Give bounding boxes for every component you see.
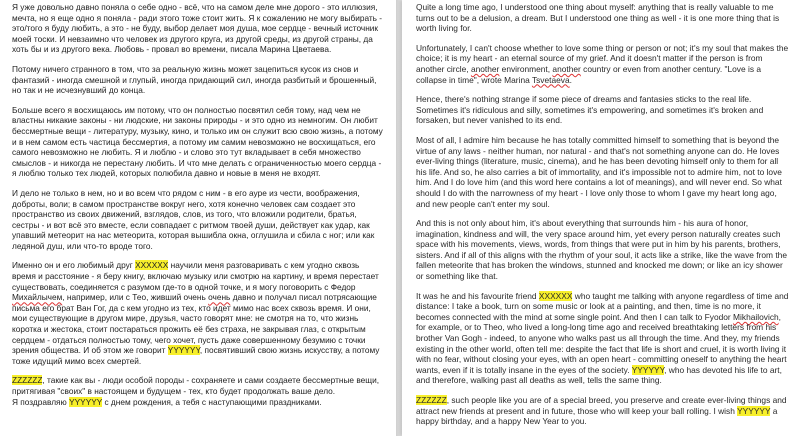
paragraph: Я уже довольно давно поняла о себе одно - всё, что на самом деле мне дорого - это иллюзия, мечта, но я еще одно я поняла - ради этого тоже стоит жить. Я к сожалению не могу выбирать - это/того я буду любить, а это - не буду, выбор делает моя душа, мое сердце - вечный источник моей тоски. И невзаимно что человек из другого круга, из другой среды, из другой страны, да хоть бы и из другого века. Любовь - провал во времени, писала Марина Цветаева.	[12, 2, 383, 55]
text-run: , например, или с Тео, живший очень	[62, 292, 209, 303]
text-run: , who has devoted his life to art, and therefore, walking past all deaths as well, tells the same thing.	[416, 364, 782, 386]
text-run: , такие как вы - люди особой породы - сохраняете и сами создаете бессмертные вещи, притягивая "своих" в настоящем и будущем - тех, кто будет продолжать ваше дело.	[12, 375, 380, 396]
highlighted-name: YYYYYY	[69, 396, 103, 407]
paragraph: Больше всего я восхищаюсь им потому, что он полностью посвятил себя тому, над чем не властны никакие законы - ни людские, ни законы природы - и это одно из немногим. Он любит бессмертные вещи - литературу, музыку, кино, и только им он служит всю свою жизнь, а потому и в нем самом есть частица бессмертия, а потому им самим невозможно не восхищаться, его самого невозможно не любить. Я и люблю - и слово это тут вкладывает в себя множество смыслов - и никогда не перестану любить. И что мне делать с ограниченностью моего сердца - я люблю только тех людей, которых полюбила давно и новые в меня не входят.	[12, 104, 383, 179]
highlighted-name: YYYYYY	[167, 345, 200, 356]
paragraph: Hence, there's nothing strange if some piece of dreams and fantasies sticks to the real life. Sometimes it's ridiculous and silly, sometimes it's empowering, and sometimes it's broken and forsaken, but never vanished to its end.	[416, 94, 764, 126]
highlighted-name: ZZZZZZ	[416, 395, 447, 405]
paragraph: And this is not only about him, it's about everything that surrounds him - his aura of honor, imagination, kindness and will, the very space around him, yet every person naturally creates such space with his movements, views, words, from things that were put in him by his parents, brothers, sisters. And if all of this aligns with the rhythm of your soul, it acts like a strike, like the wave from the fallen meteorite that has broken the windows, stunned and knocked me down; or like an icy shower or something like that.	[416, 218, 787, 282]
paragraph: Most of all, I admire him because he has totally committed himself to something that is beyond the virtue of any laws - neither human, nor natural - and that's not something anyone can do. He loves ever-living things (literature, music, cinema), and he has been devoting himself only to them for all his life. And so, he also carries a bit of immortality, and it's impossible not to admire him, not to love him. And I do love him (and this word here contains a lot of meanings), and will never end. So what should I do with the narrowness of my heart - I love only those to whom I gave my heart long ago, and new people can't enter my soul.	[416, 134, 782, 209]
misspelled-word: Михайлычем	[12, 292, 63, 303]
text-run: environment,	[499, 63, 553, 74]
text-run: country or even from another century. "Love is a collapse in time", wrote Marina	[416, 63, 762, 85]
text-run: научили меня разговаривать с кем угодно сквозь время и расстояние - я беру книгу, включаю музыку или смотрю на картину, и время перестает существовать, соединяется с разумом где-то в одной точке, и я могу поговорить с Федор	[12, 260, 379, 292]
paragraph: И дело не только в нем, но и во всем что рядом с ним - в его ауре из чести, воображения, доброты, воли; в самом пространстве вокруг него, хотя конечно человек сам создает это пространство из своих движений, взглядов, слов, из того, что вложили родители, братья, сестры - и вот всё это вместе, если совпадает с ритмом твоей души, действует как удар, как упавший метеорит на нас метеорита, которая вышибла окна, оглушила и сбила с ног; или как ледяной душ, или что-то вроде того.	[12, 187, 375, 251]
highlighted-name: ZZZZZZ	[12, 375, 43, 386]
text-run: a happy birthday, and a happy New Year to you.	[416, 405, 778, 427]
paragraph: Потому ничего странного в том, что за реальную жизнь может зацепиться кусок из снов и фантазий - иногда смешной и глупый, иногда придающий сил, иногда разбитый и брошенный, но так и не исчезнувший до конца.	[12, 63, 377, 96]
paragraph: Quite a long time ago, I understood one thing about myself: anything that is really valuable to me turns out to be a delusion, a dream. But I understood one thing as well - it is one more thing that is worth living for.	[416, 2, 780, 34]
misspelled-word: очень	[208, 292, 231, 303]
highlighted-name: YYYYYY	[737, 405, 771, 416]
text-run: Я поздравляю	[12, 396, 70, 407]
text-run: , for example, or to Theo, who lived a long-long time ago and received breathtaking letters from his brother Van Gogh - indeed, to anyone who walks past us all through the time. And they, my friends existing in the other world, often tell me: despite the fact that life is short and cruel, it is worth living it with no fear, without closing your eyes, with an open heart - committing oneself to anything the heart wants, even if it is totally insane in the eyes of the society.	[416, 311, 787, 375]
misspelled-word: Tsvetaeva	[531, 74, 570, 85]
paragraph	[12, 260, 384, 366]
paragraph	[416, 395, 790, 427]
text-run: .	[569, 74, 572, 85]
text-run: давно и получал писал потрясающие письма его брат Ван Гог, да с кем угодно из тех, кто идет мимо нас всех сквозь время. И они, мои существующие в другом мире, друзья, часто говорят мне: не смотря на то, что жизнь коротка и жестока, стоит постараться прожить её без страха, не закрывая глаз, с открытым сердцем - отдаться полностью тому, чего хочет, пусть даже совершенному безумию с точки зрения общества. И об этом же говорит	[12, 292, 377, 356]
flagged-word: another	[470, 63, 500, 74]
flagged-word: another	[552, 63, 581, 74]
highlighted-name: XXXXXX	[538, 290, 573, 301]
paragraph	[416, 291, 790, 386]
russian-text-page	[0, 0, 396, 436]
misspelled-word: Mikhailovich	[733, 311, 779, 322]
text-run: с днем рождения, а тебя с наступающими праздниками.	[102, 396, 322, 407]
paragraph	[416, 43, 790, 85]
highlighted-name: XXXXXX	[135, 260, 169, 271]
text-run: , посвятивший свою жизнь искусству, а потому тоже идущий мимо всех смертей.	[12, 345, 380, 366]
paragraph	[12, 375, 384, 407]
text-run: Именно он и его любимый друг	[12, 260, 136, 271]
text-run: Unfortunately, I can't choose whether to love some thing or person or not; it's my soul that makes the choice; it is my heart - an eternal source of my grief. And it doesn't matter if the person is from another circle,	[416, 42, 789, 74]
english-text-page	[402, 0, 800, 436]
text-run: who taught me talking with anyone regardless of time and distance: I take a book, turn on some music or look at a painting, and then, time is no more, it becomes connected with the mind at some single point. And then I can talk to Fyodor	[416, 290, 789, 322]
highlighted-name: YYYYYY	[631, 364, 665, 375]
text-run: It was he and his favourite friend	[416, 290, 539, 301]
text-run: , such people like you are of a special breed, you preserve and create ever-living things and attract new friends at present and in future, those who will keep your ball rolling. I wish	[416, 395, 787, 416]
